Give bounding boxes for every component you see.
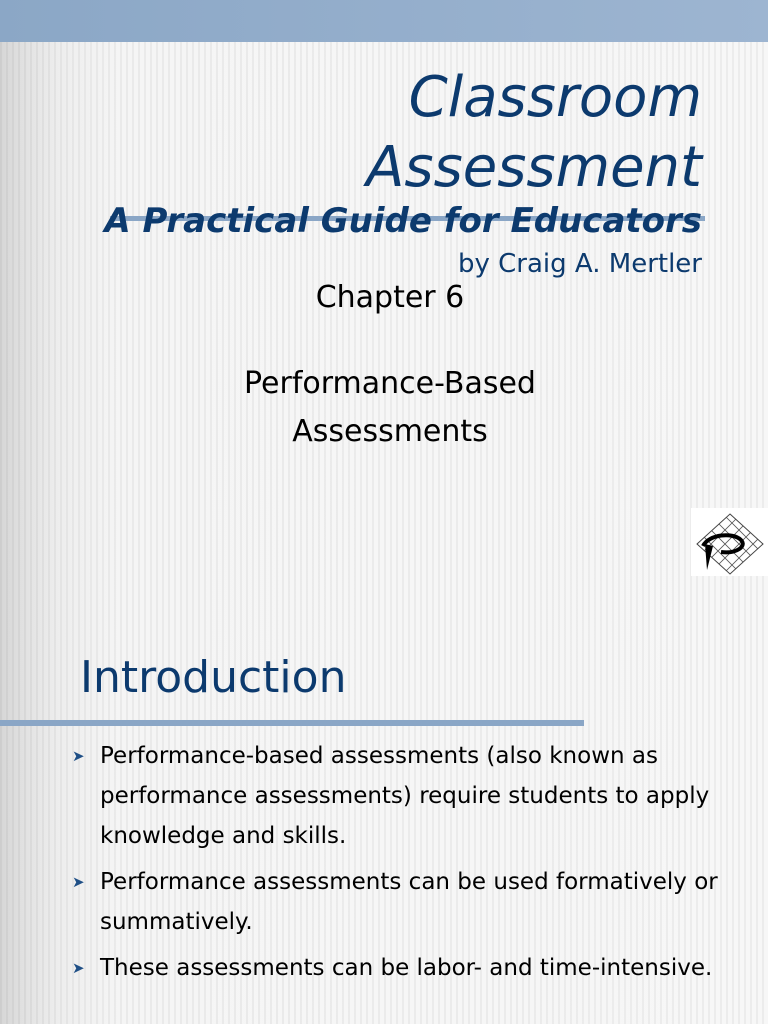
author: by Craig A. Mertler [457,249,702,279]
list-item [0,948,768,988]
publisher-logo-graphic [691,508,768,576]
title-underline [0,720,584,726]
bullet-list [0,736,768,994]
title-line-1: Classroom [408,65,702,130]
arrow-bullet-icon: ➤ [72,873,85,891]
bullet-text: Performance-based assessments (also known as performance assessments) require students to apply knowledge and skills. [100,743,710,849]
arrow-bullet-icon: ➤ [72,747,85,765]
list-item [0,736,768,856]
list-item [0,862,768,942]
header-bar [0,0,768,42]
title-line-2: Assessment [366,135,702,200]
chapter-topic [0,360,768,456]
introduction-title: Introduction [80,652,347,703]
topic-line-2: Assessments [292,414,488,449]
topic-line-1: Performance-Based [244,366,536,401]
subtitle: A Practical Guide for Educators [104,201,702,241]
bullet-text: Performance assessments can be used formatively or summatively. [100,869,718,935]
arrow-bullet-icon: ➤ [72,959,85,977]
publisher-logo-icon [691,508,768,576]
chapter-label: Chapter 6 [315,280,465,315]
introduction-slide [0,576,768,1024]
bullet-text: These assessments can be labor- and time-intensive. [100,955,713,981]
